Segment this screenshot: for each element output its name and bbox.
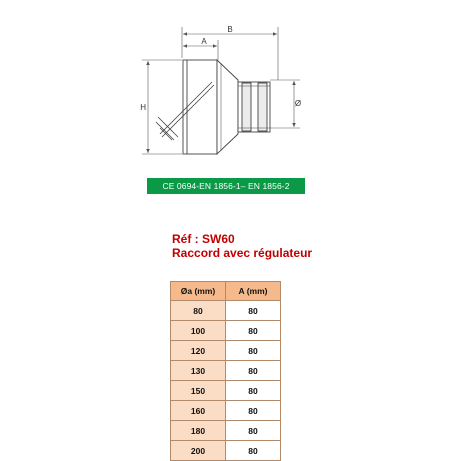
cell-diameter: 180 xyxy=(171,421,226,441)
cell-diameter: 100 xyxy=(171,321,226,341)
dimension-h-label: H xyxy=(140,103,146,112)
table-row xyxy=(171,341,281,361)
table-row xyxy=(171,381,281,401)
reducer-body xyxy=(183,60,238,154)
table-row xyxy=(171,361,281,381)
product-title: Raccord avec régulateur xyxy=(172,246,313,260)
cell-diameter: 120 xyxy=(171,341,226,361)
cell-length: 80 xyxy=(226,341,281,361)
table-row xyxy=(171,421,281,441)
table-row xyxy=(171,441,281,461)
table-row xyxy=(171,401,281,421)
product-reference: Réf : SW60 xyxy=(172,232,235,246)
cell-length: 80 xyxy=(226,381,281,401)
column-header-diameter: Øa (mm) xyxy=(171,282,226,301)
column-header-length: A (mm) xyxy=(226,282,281,301)
cell-diameter: 130 xyxy=(171,361,226,381)
cell-length: 80 xyxy=(226,421,281,441)
cell-diameter: 200 xyxy=(171,441,226,461)
outlet-spigot xyxy=(238,82,270,132)
dimension-h xyxy=(142,60,182,154)
reducer-schematic xyxy=(0,0,452,170)
dimension-b-label: B xyxy=(227,25,233,34)
table-header-row xyxy=(171,282,281,301)
dimension-diameter-label: Ø xyxy=(294,99,302,108)
cell-diameter: 80 xyxy=(171,301,226,321)
table-row xyxy=(171,321,281,341)
cell-length: 80 xyxy=(226,321,281,341)
cell-diameter: 160 xyxy=(171,401,226,421)
cell-length: 80 xyxy=(226,301,281,321)
dimensions-table xyxy=(170,281,281,461)
technical-drawing xyxy=(0,0,452,170)
certification-banner: CE 0694-EN 1856-1– EN 1856-2 xyxy=(147,178,305,194)
cell-length: 80 xyxy=(226,441,281,461)
cell-length: 80 xyxy=(226,361,281,381)
cell-diameter: 150 xyxy=(171,381,226,401)
cell-length: 80 xyxy=(226,401,281,421)
dimension-a-label: A xyxy=(201,37,207,46)
table-row xyxy=(171,301,281,321)
